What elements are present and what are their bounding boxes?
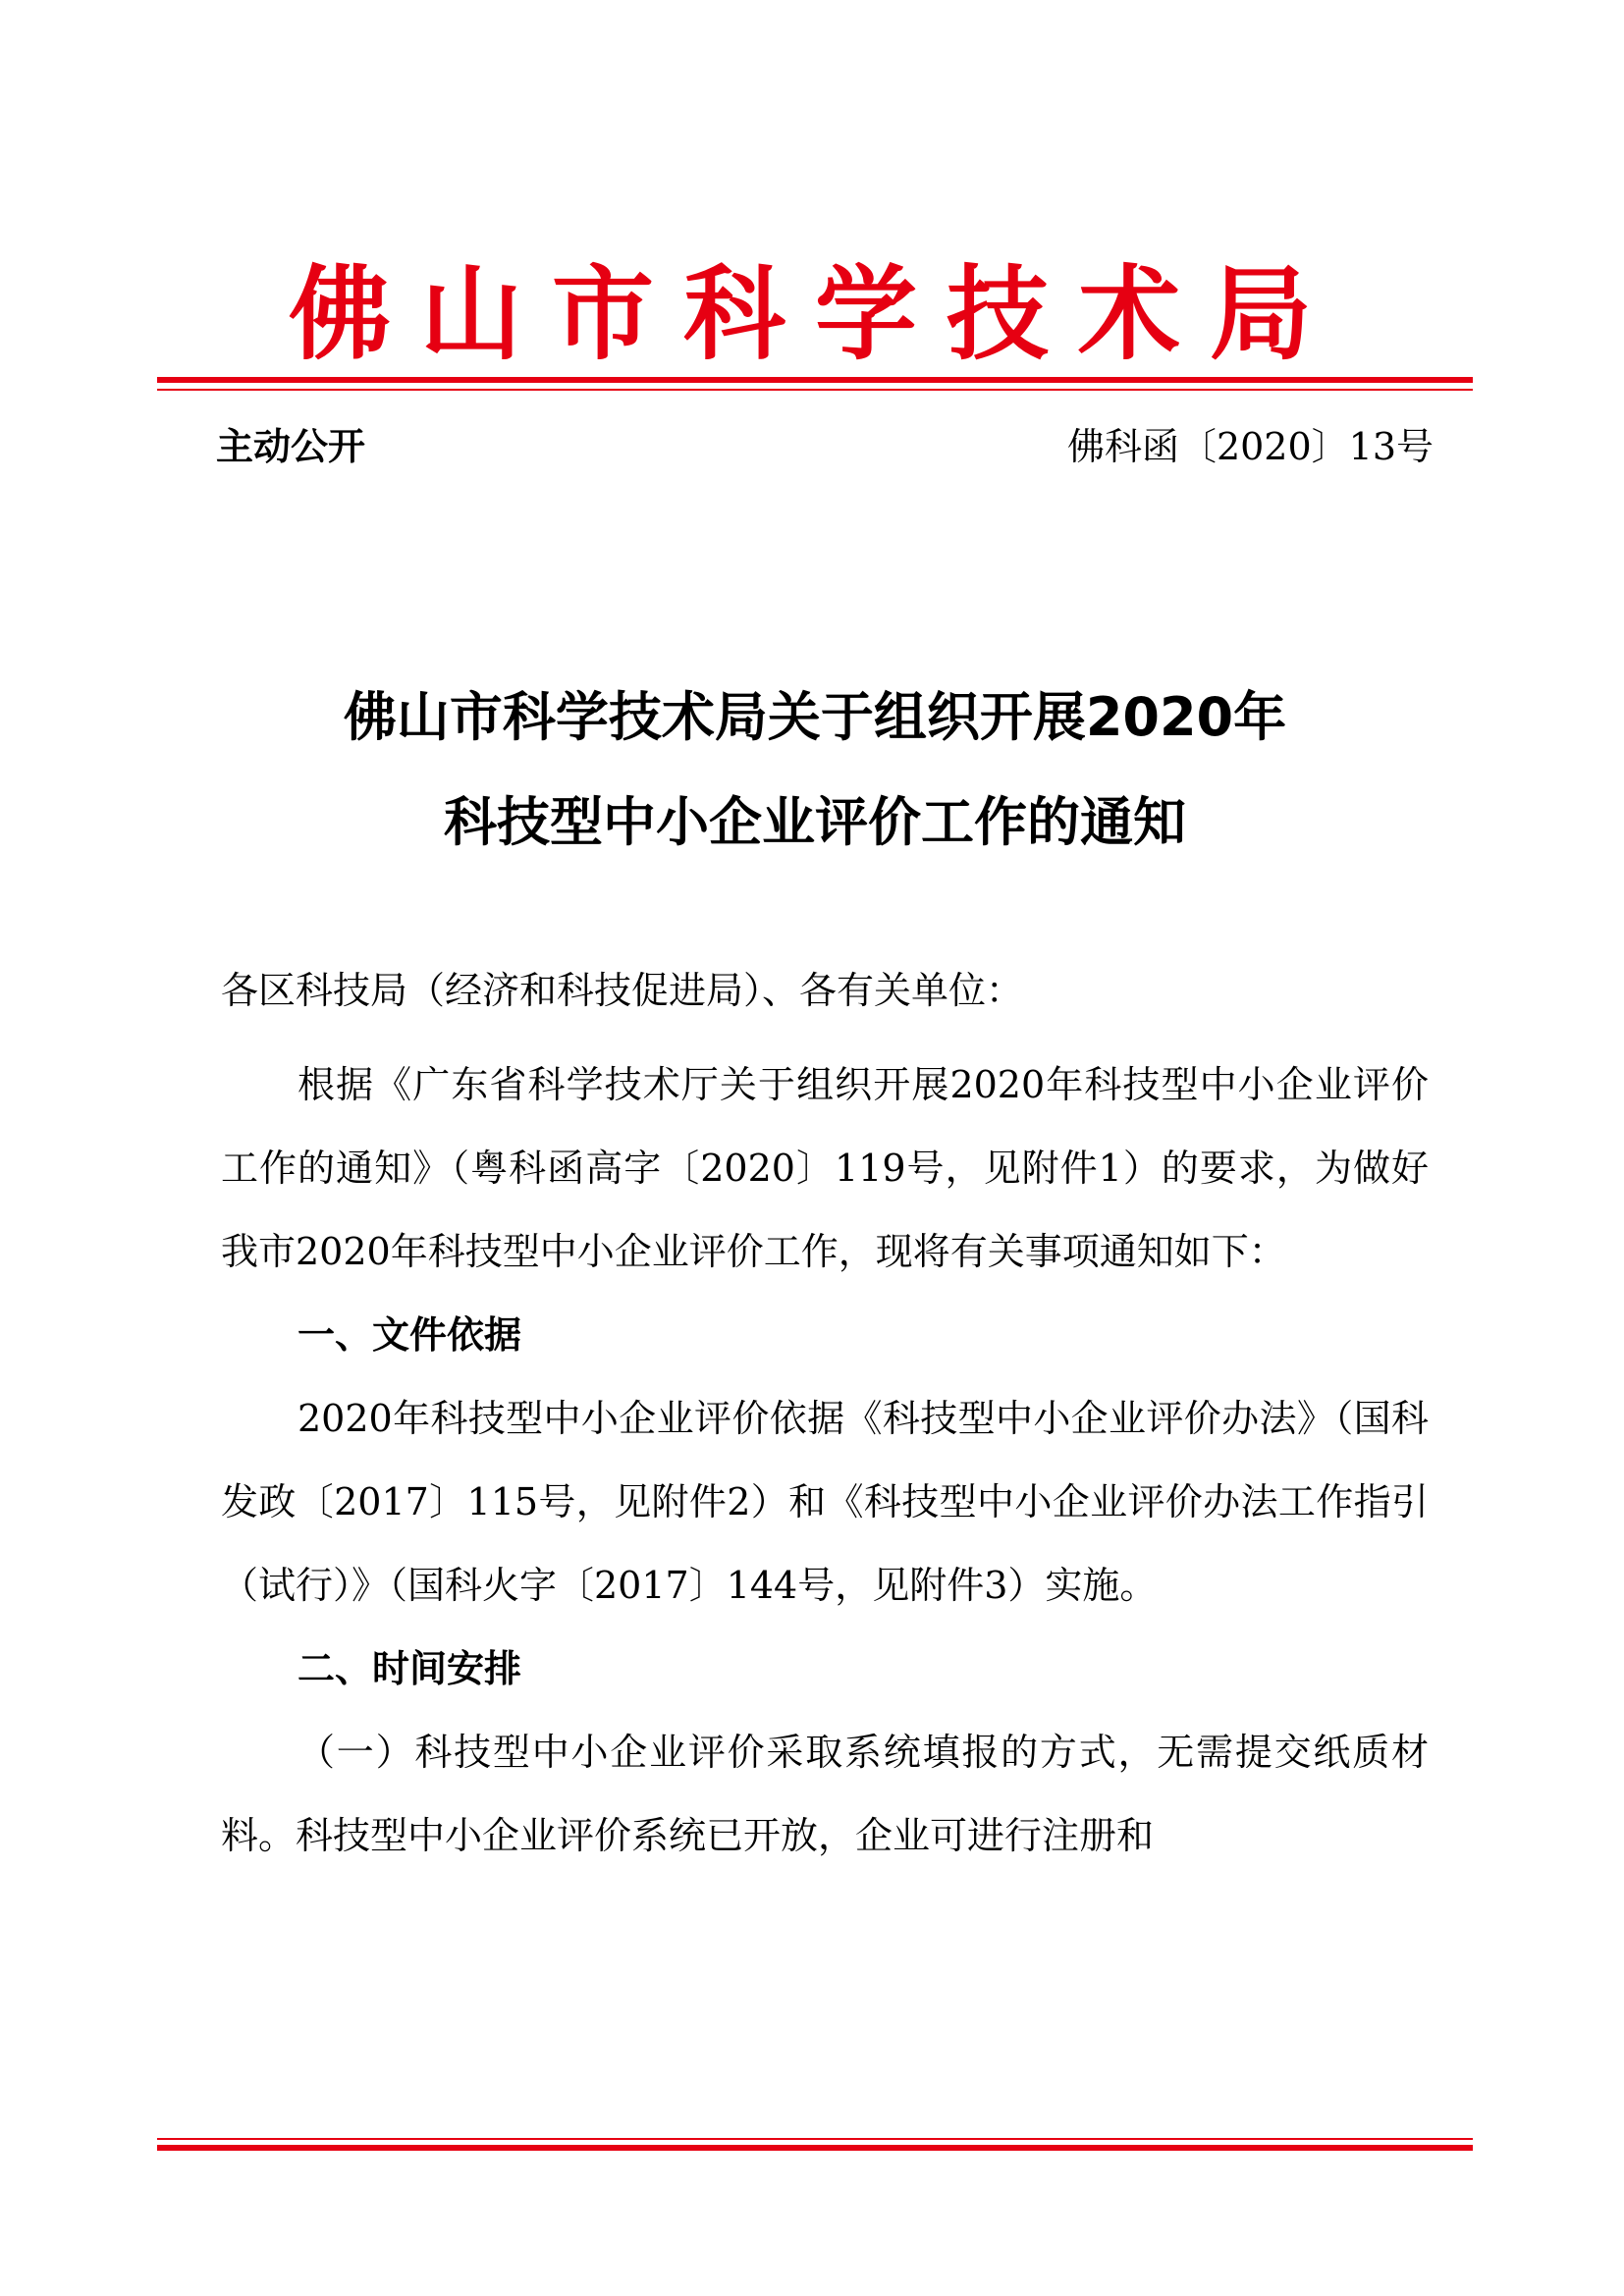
masthead-rule-thick	[157, 377, 1473, 383]
section-heading-schedule: 二、时间安排	[298, 1647, 522, 1690]
footer-rule-thin	[157, 2138, 1473, 2140]
salutation: 各区科技局（经济和科技促进局）、各有关单位：	[221, 969, 1024, 1012]
agency-masthead: 佛山市科学技术局	[288, 254, 1341, 374]
section-basis-paragraph: 2020年科技型中小企业评价依据《科技型中小企业评价办法》（国科发政〔2017〕115号，见附件2）和《科技型中小企业评价办法工作指引（试行）》（国科火字〔2017〕144号，见附件3）实施。	[221, 1397, 1429, 1607]
notice-body	[221, 1043, 1429, 1878]
notice-title-line-1: 佛山市科学技术局关于组织开展2020年	[343, 686, 1287, 748]
document-number: 佛科函〔2020〕13号	[1066, 425, 1434, 468]
footer-rule-thick	[157, 2145, 1473, 2151]
section-heading-basis: 一、文件依据	[298, 1313, 522, 1357]
notice-title-line-2: 科技型中小企业评价工作的通知	[444, 791, 1186, 853]
intro-paragraph: 根据《广东省科学技术厅关于组织开展2020年科技型中小企业评价工作的通知》（粤科函高字〔2020〕119号，见附件1）的要求，为做好我市2020年科技型中小企业评价工作，现将有关事项通知如下：	[221, 1063, 1429, 1273]
disclosure-label: 主动公开	[216, 425, 366, 468]
section-schedule-paragraph: （一）科技型中小企业评价采取系统填报的方式，无需提交纸质材料。科技型中小企业评价系统已开放，企业可进行注册和	[221, 1731, 1429, 1857]
masthead-rule-thin	[157, 389, 1473, 391]
